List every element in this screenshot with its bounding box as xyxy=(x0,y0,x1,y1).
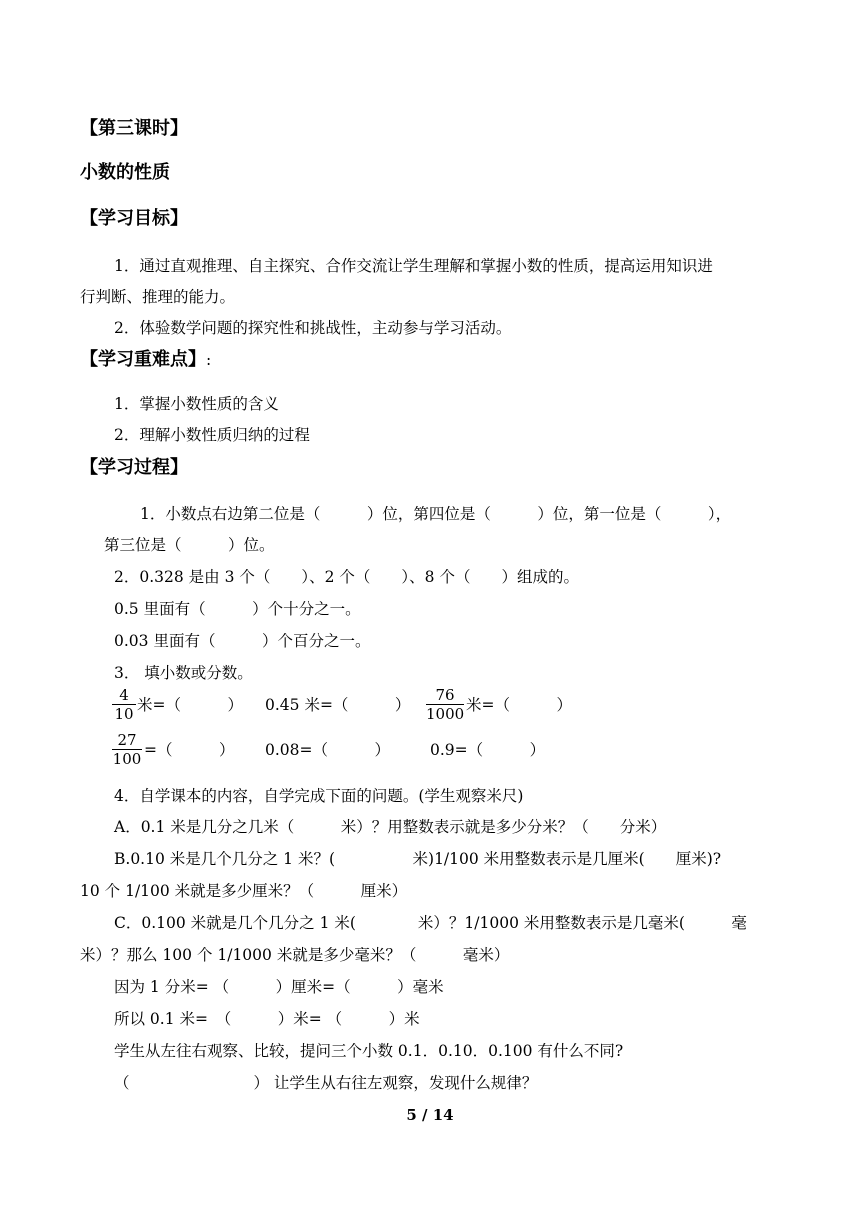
q4-c-line-2: 米）？那么 100 个 1/1000 米就是多少毫米？（ 毫米） xyxy=(80,946,510,964)
q4-a: A．0.1 米是几分之几米（ 米）？用整数表示就是多少分米？（ 分米） xyxy=(114,818,667,836)
q2c: 0.03 里面有（ ）个百分之一。 xyxy=(114,632,371,650)
lesson-title: 小数的性质 xyxy=(80,162,170,183)
fraction-numerator: 76 xyxy=(435,686,455,704)
section-header: 【第三课时】 xyxy=(80,118,188,139)
q3-item-0.08: 0.08=（ ） xyxy=(265,741,390,759)
fraction-27-100 xyxy=(112,731,142,768)
observe-line: 学生从左往右观察、比较，提问三个小数 0.1．0.10．0.100 有什么不同? xyxy=(114,1042,624,1060)
page-separator: / xyxy=(422,1106,428,1124)
page-number xyxy=(0,1106,860,1124)
fraction-denominator: 10 xyxy=(114,705,134,723)
q1-line-2: 第三位是（ ）位。 xyxy=(104,536,275,554)
fraction-c-tail: =（ ） xyxy=(144,741,235,759)
page-current: 5 xyxy=(406,1106,417,1124)
q3-item-0.9: 0.9=（ ） xyxy=(430,741,546,759)
q3-item-0.45: 0.45 米=（ ） xyxy=(265,696,411,714)
goal-1-line-2: 行判断、推理的能力。 xyxy=(80,288,236,306)
key-header-row xyxy=(80,348,211,372)
q4-c-line-1: C．0.100 米就是几个几分之 1 米( 米）？1/1000 米用整数表示是几毫米( 毫 xyxy=(114,914,747,932)
key-header-suffix: : xyxy=(206,351,212,369)
goals-header: 【学习目标】 xyxy=(80,208,188,229)
page-total: 14 xyxy=(432,1106,454,1124)
fraction-a-tail: 米=（ ） xyxy=(137,696,243,714)
key-1: 1．掌握小数性质的含义 xyxy=(114,395,279,413)
key-2: 2．理解小数性质归纳的过程 xyxy=(114,426,310,444)
fraction-b-tail: 米=（ ） xyxy=(466,696,572,714)
q4-b-line-2: 10 个 1/100 米就是多少厘米？（ 厘米） xyxy=(80,882,408,900)
fraction-4-10 xyxy=(112,686,136,723)
fraction-76-1000 xyxy=(426,686,464,723)
fraction-numerator: 4 xyxy=(119,686,129,704)
q2b: 0.5 里面有（ ）个十分之一。 xyxy=(114,600,361,618)
q3: 3． 填小数或分数。 xyxy=(114,664,253,682)
fraction-denominator: 100 xyxy=(112,750,142,768)
process-header: 【学习过程】 xyxy=(80,457,188,478)
so-line: 所以 0.1 米= （ ）米= （ ）米 xyxy=(114,1010,420,1028)
key-header: 【学习重难点】 xyxy=(80,349,206,370)
goal-1-line-1: 1．通过直观推理、自主探究、合作交流让学生理解和掌握小数的性质，提高运用知识进 xyxy=(114,257,713,275)
fraction-denominator: 1000 xyxy=(426,705,465,723)
q1-line-1: 1．小数点右边第二位是（ ）位，第四位是（ ）位，第一位是（ ）， xyxy=(140,505,732,523)
fraction-numerator: 27 xyxy=(117,731,137,749)
goal-2: 2．体验数学问题的探究性和挑战性，主动参与学习活动。 xyxy=(114,319,512,337)
because-line: 因为 1 分米= （ ）厘米=（ ）毫米 xyxy=(114,978,444,996)
q2: 2．0.328 是由 3 个（ ）、2 个（ ）、8 个（ ）组成的。 xyxy=(114,568,579,586)
q4: 4．自学课本的内容，自学完成下面的问题。(学生观察米尺) xyxy=(114,787,524,805)
q4-b-line-1: B.0.10 米是几个几分之 1 米？( 米)1/100 米用整数表示是几厘米( 厘米)? xyxy=(114,850,722,868)
observe-line-2: （ ） 让学生从右往左观察，发现什么规律？ xyxy=(114,1074,538,1092)
